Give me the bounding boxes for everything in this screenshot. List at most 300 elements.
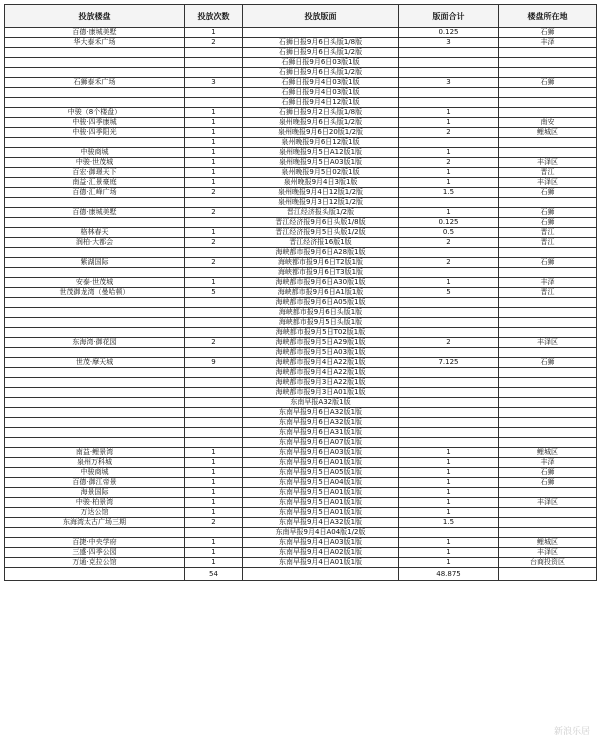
- totals-blank-3: [499, 568, 597, 581]
- cell-location: 台商投资区: [499, 558, 597, 568]
- cell-property: [5, 218, 185, 228]
- cell-section: 海峡都市报9月3日A01版1版: [243, 388, 399, 398]
- cell-property: 中骏·世茂城: [5, 158, 185, 168]
- cell-property: 世茂·摩天城: [5, 358, 185, 368]
- cell-total: [399, 138, 499, 148]
- cell-location: 丰泽: [499, 278, 597, 288]
- cell-count: 5: [185, 288, 243, 298]
- cell-count: 2: [185, 188, 243, 198]
- cell-total: 2: [399, 258, 499, 268]
- cell-property: [5, 398, 185, 408]
- cell-count: [185, 268, 243, 278]
- cell-section: 泉州晚报9月5日02版1版: [243, 168, 399, 178]
- cell-location: 晋江: [499, 288, 597, 298]
- cell-count: 1: [185, 558, 243, 568]
- cell-count: [185, 198, 243, 208]
- cell-total: [399, 98, 499, 108]
- totals-blank: [5, 568, 185, 581]
- cell-property: 南益·鲤景湾: [5, 448, 185, 458]
- cell-property: [5, 368, 185, 378]
- watermark-logo: 新浪乐居: [553, 727, 590, 737]
- cell-total: [399, 298, 499, 308]
- cell-total: 1: [399, 548, 499, 558]
- cell-location: [499, 438, 597, 448]
- cell-section: 石狮日报9月6日头版1/2版: [243, 48, 399, 58]
- table-row: [5, 348, 597, 358]
- table-row: [5, 538, 597, 548]
- cell-count: [185, 438, 243, 448]
- table-row: [5, 108, 597, 118]
- cell-section: 东南早报9月4日A02版1版: [243, 548, 399, 558]
- table-row: [5, 268, 597, 278]
- table-row: [5, 218, 597, 228]
- cell-property: [5, 268, 185, 278]
- cell-property: 百德·康城美墅: [5, 28, 185, 38]
- cell-count: [185, 48, 243, 58]
- cell-count: [185, 328, 243, 338]
- table-row: [5, 388, 597, 398]
- header-row: [5, 5, 597, 28]
- cell-total: [399, 388, 499, 398]
- cell-total: 1.5: [399, 518, 499, 528]
- cell-count: 1: [185, 458, 243, 468]
- cell-section: 泉州晚报9月6日20版1/2版: [243, 128, 399, 138]
- cell-total: 1: [399, 178, 499, 188]
- cell-location: [499, 348, 597, 358]
- cell-property: [5, 318, 185, 328]
- cell-section: 石狮日报9月6日头版1/2版: [243, 68, 399, 78]
- cell-count: [185, 368, 243, 378]
- cell-location: [499, 508, 597, 518]
- cell-total: [399, 308, 499, 318]
- table-row: [5, 468, 597, 478]
- table-row: [5, 238, 597, 248]
- cell-property: [5, 408, 185, 418]
- ad-placement-table-container: [4, 4, 596, 581]
- cell-section: 东南早报9月4日A32版1版: [243, 518, 399, 528]
- cell-section: 海峡都市报9月6日A05版1版: [243, 298, 399, 308]
- cell-location: [499, 428, 597, 438]
- cell-location: 石狮: [499, 468, 597, 478]
- cell-section: 海峡都市报9月5日A29版1版: [243, 338, 399, 348]
- cell-count: [185, 58, 243, 68]
- cell-property: 安泰·世茂城: [5, 278, 185, 288]
- cell-count: [185, 408, 243, 418]
- cell-location: 石狮: [499, 208, 597, 218]
- cell-section: 泉州晚报9月6日头版1/2版: [243, 118, 399, 128]
- cell-property: [5, 528, 185, 538]
- cell-section: 东南早报9月5日A01版1版: [243, 498, 399, 508]
- cell-property: [5, 428, 185, 438]
- cell-property: 百宏·御璟天下: [5, 168, 185, 178]
- cell-total: 0.125: [399, 218, 499, 228]
- cell-total: 2: [399, 158, 499, 168]
- cell-property: 紫湖国际: [5, 258, 185, 268]
- cell-total: 3: [399, 38, 499, 48]
- table-row: [5, 438, 597, 448]
- cell-location: [499, 58, 597, 68]
- cell-count: 1: [185, 498, 243, 508]
- cell-section: 泉州晚报9月5日A12版1版: [243, 148, 399, 158]
- cell-total: 1: [399, 498, 499, 508]
- cell-property: 百德·汇峰广场: [5, 188, 185, 198]
- cell-section: 东南早报9月6日A32版1版: [243, 408, 399, 418]
- cell-location: [499, 368, 597, 378]
- cell-count: [185, 308, 243, 318]
- table-row: [5, 398, 597, 408]
- cell-count: [185, 68, 243, 78]
- cell-count: 1: [185, 508, 243, 518]
- cell-property: [5, 298, 185, 308]
- cell-property: 三盛·四季公园: [5, 548, 185, 558]
- table-row: [5, 258, 597, 268]
- cell-count: 1: [185, 548, 243, 558]
- cell-section: 东南早报9月4日A01版1版: [243, 558, 399, 568]
- table-row: [5, 278, 597, 288]
- cell-location: 晋江: [499, 168, 597, 178]
- cell-section: 石狮日报9月2日头版1/8版: [243, 108, 399, 118]
- cell-property: 万通·克拉公馆: [5, 558, 185, 568]
- cell-location: 丰泽区: [499, 158, 597, 168]
- total-count: 54: [185, 568, 243, 581]
- cell-total: [399, 58, 499, 68]
- table-row: [5, 308, 597, 318]
- cell-property: [5, 378, 185, 388]
- cell-count: 1: [185, 118, 243, 128]
- cell-section: 东南早报9月6日A03版1版: [243, 448, 399, 458]
- table-row: [5, 548, 597, 558]
- table-row: [5, 188, 597, 198]
- cell-section: 海峡都市报9月6日A30版1版: [243, 278, 399, 288]
- cell-section: 晋江经济报9月6日头版1/8版: [243, 218, 399, 228]
- table-row: [5, 28, 597, 38]
- table-row: [5, 168, 597, 178]
- header-section: 投放版面: [243, 5, 399, 28]
- cell-total: [399, 248, 499, 258]
- cell-section: 海峡都市报9月5日A03版1版: [243, 348, 399, 358]
- cell-total: [399, 268, 499, 278]
- cell-location: 石狮: [499, 28, 597, 38]
- cell-property: 中骏·柏景湾: [5, 498, 185, 508]
- cell-property: [5, 248, 185, 258]
- cell-property: 海景国际: [5, 488, 185, 498]
- cell-location: [499, 388, 597, 398]
- cell-section: 东南早报9月5日A01版1版: [243, 488, 399, 498]
- cell-location: [499, 408, 597, 418]
- cell-section: 海峡都市报9月6日A28版1版: [243, 248, 399, 258]
- cell-total: 1: [399, 458, 499, 468]
- table-body: [5, 28, 597, 568]
- cell-property: [5, 418, 185, 428]
- cell-property: [5, 88, 185, 98]
- cell-section: 海峡都市报9月4日A22版1版: [243, 368, 399, 378]
- header-property: 投放楼盘: [5, 5, 185, 28]
- cell-total: 1: [399, 278, 499, 288]
- table-row: [5, 488, 597, 498]
- cell-section: 东南早报9月5日A01版1版: [243, 508, 399, 518]
- cell-total: 2: [399, 238, 499, 248]
- cell-count: 1: [185, 168, 243, 178]
- cell-property: 百德·康城美墅: [5, 208, 185, 218]
- table-row: [5, 58, 597, 68]
- cell-count: [185, 528, 243, 538]
- cell-total: [399, 528, 499, 538]
- cell-property: 东海湾·御花园: [5, 338, 185, 348]
- cell-count: [185, 398, 243, 408]
- cell-property: [5, 58, 185, 68]
- cell-location: [499, 518, 597, 528]
- cell-total: [399, 198, 499, 208]
- cell-location: 石狮: [499, 78, 597, 88]
- cell-property: 百德·御江帝景: [5, 478, 185, 488]
- table-row: [5, 518, 597, 528]
- cell-property: [5, 438, 185, 448]
- cell-location: 丰泽区: [499, 178, 597, 188]
- cell-total: 1: [399, 208, 499, 218]
- cell-count: 1: [185, 128, 243, 138]
- cell-location: 丰泽区: [499, 498, 597, 508]
- table-row: [5, 248, 597, 258]
- cell-count: 1: [185, 468, 243, 478]
- table-row: [5, 78, 597, 88]
- cell-count: 1: [185, 448, 243, 458]
- table-row: [5, 208, 597, 218]
- cell-location: 鲤城区: [499, 448, 597, 458]
- cell-location: 南安: [499, 118, 597, 128]
- cell-total: 0.125: [399, 28, 499, 38]
- cell-location: [499, 308, 597, 318]
- total-sum: 48.875: [399, 568, 499, 581]
- cell-property: [5, 348, 185, 358]
- cell-property: [5, 138, 185, 148]
- cell-total: 2: [399, 128, 499, 138]
- cell-count: [185, 388, 243, 398]
- cell-total: 1: [399, 148, 499, 158]
- table-row: [5, 288, 597, 298]
- cell-section: 石狮日报9月4日03版1版: [243, 78, 399, 88]
- cell-total: [399, 438, 499, 448]
- cell-count: [185, 418, 243, 428]
- cell-count: [185, 248, 243, 258]
- cell-property: 润柏·大都会: [5, 238, 185, 248]
- cell-count: 1: [185, 478, 243, 488]
- cell-count: [185, 218, 243, 228]
- table-row: [5, 198, 597, 208]
- cell-section: 石狮日报9月4日03版1版: [243, 88, 399, 98]
- cell-total: [399, 328, 499, 338]
- table-row: [5, 368, 597, 378]
- cell-total: 1: [399, 488, 499, 498]
- table-row: [5, 98, 597, 108]
- cell-section: 海峡都市报9月3日A22版1版: [243, 378, 399, 388]
- cell-section: 泉州晚报9月3日12版1/2版: [243, 198, 399, 208]
- cell-count: [185, 378, 243, 388]
- cell-section: 海峡都市报9月5日头版1版: [243, 318, 399, 328]
- table-row: [5, 38, 597, 48]
- cell-total: [399, 318, 499, 328]
- cell-section: 东南早报9月6日A07版1版: [243, 438, 399, 448]
- cell-property: 华大泰禾广场: [5, 38, 185, 48]
- table-row: [5, 118, 597, 128]
- cell-count: 1: [185, 148, 243, 158]
- cell-property: [5, 48, 185, 58]
- cell-property: 南益·汇景豪庭: [5, 178, 185, 188]
- table-row: [5, 48, 597, 58]
- cell-total: 1: [399, 448, 499, 458]
- cell-section: 海峡都市报9月6日T2版1版: [243, 258, 399, 268]
- cell-count: 3: [185, 78, 243, 88]
- table-row: [5, 378, 597, 388]
- cell-count: 2: [185, 258, 243, 268]
- cell-count: 1: [185, 158, 243, 168]
- totals-blank-2: [243, 568, 399, 581]
- cell-total: [399, 68, 499, 78]
- cell-total: 1: [399, 508, 499, 518]
- cell-count: 9: [185, 358, 243, 368]
- cell-count: 1: [185, 538, 243, 548]
- cell-property: 中骏商城: [5, 148, 185, 158]
- table-row: [5, 458, 597, 468]
- cell-location: [499, 248, 597, 258]
- cell-section: 东南早报9月6日A32版1版: [243, 418, 399, 428]
- cell-section: 泉州晚报9月4日12版1/2版: [243, 188, 399, 198]
- table-row: [5, 338, 597, 348]
- cell-total: 1: [399, 168, 499, 178]
- cell-total: 1: [399, 468, 499, 478]
- table-row: [5, 478, 597, 488]
- cell-count: 2: [185, 208, 243, 218]
- cell-total: 3: [399, 78, 499, 88]
- cell-location: 石狮: [499, 258, 597, 268]
- cell-section: 东南早报9月6日A31版1版: [243, 428, 399, 438]
- header-count: 投放次数: [185, 5, 243, 28]
- cell-count: 2: [185, 518, 243, 528]
- cell-count: 1: [185, 138, 243, 148]
- table-row: [5, 448, 597, 458]
- totals-row: [5, 568, 597, 581]
- cell-section: 石狮日报9月6日头版1/8版: [243, 38, 399, 48]
- ad-placement-table: [4, 4, 597, 581]
- cell-location: [499, 88, 597, 98]
- cell-count: 1: [185, 108, 243, 118]
- table-row: [5, 328, 597, 338]
- cell-section: 东南早报9月4日A04版1/2版: [243, 528, 399, 538]
- cell-total: 1: [399, 558, 499, 568]
- cell-total: [399, 398, 499, 408]
- table-row: [5, 178, 597, 188]
- table-row: [5, 408, 597, 418]
- cell-total: [399, 48, 499, 58]
- cell-section: 泉州晚报9月5日A03版1版: [243, 158, 399, 168]
- cell-location: [499, 398, 597, 408]
- table-row: [5, 148, 597, 158]
- cell-count: 2: [185, 338, 243, 348]
- cell-section: 晋江经济报头版1/2版: [243, 208, 399, 218]
- cell-location: [499, 418, 597, 428]
- table-row: [5, 158, 597, 168]
- cell-location: [499, 198, 597, 208]
- cell-location: [499, 528, 597, 538]
- cell-section: 海峡都市报9月6日头版1版: [243, 308, 399, 318]
- table-row: [5, 138, 597, 148]
- cell-property: [5, 198, 185, 208]
- cell-count: [185, 98, 243, 108]
- cell-property: 世茂御龙湾（曼哈顿）: [5, 288, 185, 298]
- cell-property: [5, 328, 185, 338]
- cell-property: 泉州万科城: [5, 458, 185, 468]
- cell-count: 1: [185, 178, 243, 188]
- cell-section: 东南早报A32版1版: [243, 398, 399, 408]
- table-row: [5, 418, 597, 428]
- cell-total: [399, 408, 499, 418]
- table-row: [5, 358, 597, 368]
- cell-count: [185, 88, 243, 98]
- cell-property: 石狮泰禾广场: [5, 78, 185, 88]
- cell-section: 海峡都市报9月5日T02版1版: [243, 328, 399, 338]
- cell-count: 1: [185, 228, 243, 238]
- cell-property: 中骏商城: [5, 468, 185, 478]
- cell-property: 中骏·四季康城: [5, 118, 185, 128]
- cell-count: [185, 428, 243, 438]
- cell-count: [185, 318, 243, 328]
- cell-property: 东海湾太古广场三期: [5, 518, 185, 528]
- cell-total: 7.125: [399, 358, 499, 368]
- cell-property: 格林春天: [5, 228, 185, 238]
- cell-location: [499, 138, 597, 148]
- cell-total: [399, 418, 499, 428]
- cell-section: 海峡都市报9月6日T3版1版: [243, 268, 399, 278]
- table-row: [5, 318, 597, 328]
- cell-location: [499, 328, 597, 338]
- cell-section: 石狮日报9月6日03版1版: [243, 58, 399, 68]
- cell-section: 海峡都市报9月6日A1版1版: [243, 288, 399, 298]
- cell-section: 泉州晚报9月4日3版1版: [243, 178, 399, 188]
- cell-location: 丰泽: [499, 458, 597, 468]
- cell-section: 海峡都市报9月4日A22版1版: [243, 358, 399, 368]
- cell-count: 2: [185, 38, 243, 48]
- cell-location: [499, 108, 597, 118]
- cell-section: 东南早报9月5日A05版1版: [243, 468, 399, 478]
- cell-section: 东南早报9月6日A01版1版: [243, 458, 399, 468]
- table-row: [5, 298, 597, 308]
- cell-total: [399, 348, 499, 358]
- cell-location: [499, 268, 597, 278]
- cell-section: 晋江经济报9月5日头版1/2版: [243, 228, 399, 238]
- cell-total: [399, 378, 499, 388]
- cell-property: 万达公馆: [5, 508, 185, 518]
- table-row: [5, 88, 597, 98]
- cell-section: 泉州晚报9月6日12版1版: [243, 138, 399, 148]
- cell-total: 0.5: [399, 228, 499, 238]
- header-location: 楼盘所在地: [499, 5, 597, 28]
- cell-location: 丰泽区: [499, 548, 597, 558]
- cell-count: 1: [185, 28, 243, 38]
- cell-count: 1: [185, 278, 243, 288]
- cell-location: 鲤城区: [499, 538, 597, 548]
- cell-total: 5: [399, 288, 499, 298]
- cell-property: [5, 68, 185, 78]
- cell-location: [499, 318, 597, 328]
- cell-location: [499, 298, 597, 308]
- cell-count: [185, 298, 243, 308]
- table-row: [5, 498, 597, 508]
- cell-location: 晋江: [499, 228, 597, 238]
- cell-section: 石狮日报9月4日12版1版: [243, 98, 399, 108]
- cell-location: [499, 68, 597, 78]
- cell-total: [399, 88, 499, 98]
- cell-section: [243, 28, 399, 38]
- cell-total: [399, 428, 499, 438]
